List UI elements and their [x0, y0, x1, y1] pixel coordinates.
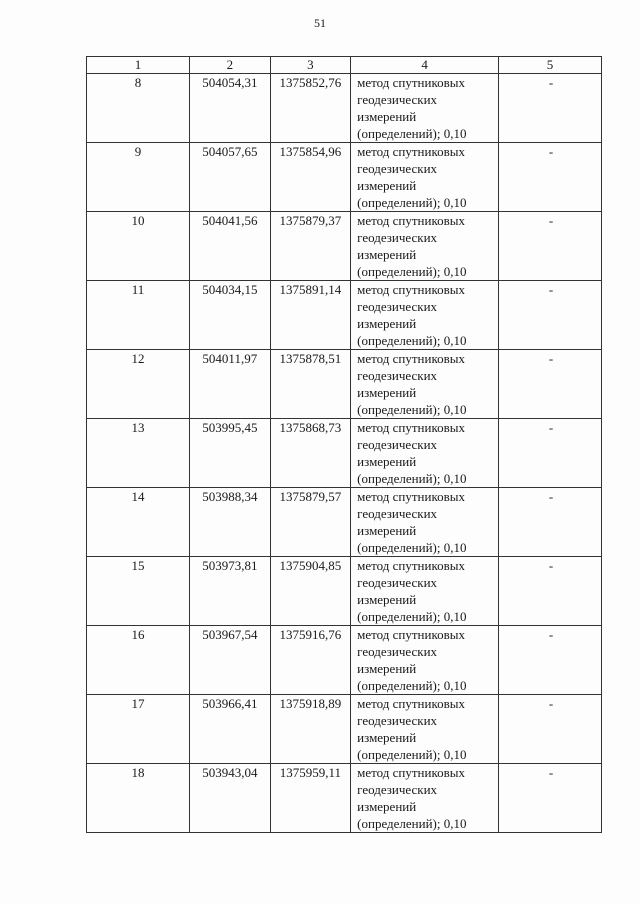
- x-coordinate-cell: [190, 212, 270, 281]
- note-cell: [499, 488, 602, 557]
- note-cell-value: -: [548, 558, 554, 573]
- x-coordinate-cell-value: 504057,65: [202, 144, 258, 159]
- method-line: метод спутниковых: [357, 489, 466, 504]
- point-number-cell-value: 13: [131, 420, 145, 435]
- method-line: измерений: [357, 178, 417, 193]
- x-coordinate-cell: [190, 74, 270, 143]
- method-line: метод спутниковых: [357, 282, 466, 297]
- x-coordinate-cell-value: 503967,54: [202, 627, 258, 642]
- y-coordinate-cell: [270, 557, 351, 626]
- y-coordinate-cell-value: 1375868,73: [279, 420, 342, 435]
- method-cell: [351, 764, 499, 833]
- note-cell: [499, 74, 602, 143]
- method-line: геодезических: [357, 575, 438, 590]
- y-coordinate-cell-value: 1375878,51: [279, 351, 342, 366]
- y-coordinate-cell-value: 1375879,37: [279, 213, 342, 228]
- method-line: (определений); 0,10: [357, 816, 467, 831]
- method-line: геодезических: [357, 437, 438, 452]
- note-cell: [499, 419, 602, 488]
- point-number-cell: [87, 557, 190, 626]
- table-row: [87, 488, 602, 557]
- point-number-cell-value: 15: [131, 558, 145, 573]
- method-line: геодезических: [357, 644, 438, 659]
- method-line: геодезических: [357, 230, 438, 245]
- y-coordinate-cell-value: 1375854,96: [279, 144, 342, 159]
- note-cell: [499, 626, 602, 695]
- coordinates-table: [86, 56, 602, 833]
- header-col-2: 2: [190, 57, 270, 74]
- method-cell: [351, 74, 499, 143]
- y-coordinate-cell: [270, 281, 351, 350]
- method-line: метод спутниковых: [357, 627, 466, 642]
- table-row: [87, 695, 602, 764]
- point-number-cell: [87, 74, 190, 143]
- note-cell-value: -: [548, 696, 554, 711]
- method-line: (определений); 0,10: [357, 471, 467, 486]
- point-number-cell-value: 8: [134, 75, 142, 90]
- x-coordinate-cell: [190, 419, 270, 488]
- x-coordinate-cell-value: 504034,15: [202, 282, 258, 297]
- x-coordinate-cell: [190, 626, 270, 695]
- method-line: (определений); 0,10: [357, 264, 467, 279]
- y-coordinate-cell: [270, 74, 351, 143]
- note-cell-value: -: [548, 627, 554, 642]
- x-coordinate-cell-value: 503988,34: [202, 489, 258, 504]
- method-line: метод спутниковых: [357, 765, 466, 780]
- y-coordinate-cell: [270, 695, 351, 764]
- method-line: измерений: [357, 661, 417, 676]
- point-number-cell: [87, 488, 190, 557]
- method-line: геодезических: [357, 713, 438, 728]
- method-cell: [351, 350, 499, 419]
- table-row: [87, 626, 602, 695]
- method-line: метод спутниковых: [357, 696, 466, 711]
- method-line: (определений); 0,10: [357, 678, 467, 693]
- point-number-cell: [87, 143, 190, 212]
- note-cell-value: -: [548, 213, 554, 228]
- point-number-cell: [87, 212, 190, 281]
- note-cell: [499, 764, 602, 833]
- page-number: 51: [314, 16, 326, 30]
- x-coordinate-cell: [190, 764, 270, 833]
- y-coordinate-cell: [270, 143, 351, 212]
- table-header-row: [87, 57, 602, 74]
- method-line: измерений: [357, 316, 417, 331]
- method-line: геодезических: [357, 368, 438, 383]
- method-line: измерений: [357, 523, 417, 538]
- method-line: измерений: [357, 247, 417, 262]
- header-col-3: 3: [270, 57, 351, 74]
- y-coordinate-cell-value: 1375959,11: [279, 765, 341, 780]
- point-number-cell-value: 14: [131, 489, 145, 504]
- method-line: метод спутниковых: [357, 75, 466, 90]
- note-cell-value: -: [548, 144, 554, 159]
- y-coordinate-cell: [270, 419, 351, 488]
- point-number-cell-value: 10: [131, 213, 145, 228]
- table-row: [87, 419, 602, 488]
- table-body: [87, 74, 602, 833]
- method-line: геодезических: [357, 92, 438, 107]
- point-number-cell: [87, 350, 190, 419]
- y-coordinate-cell: [270, 626, 351, 695]
- method-line: измерений: [357, 109, 417, 124]
- x-coordinate-cell: [190, 488, 270, 557]
- table-row: [87, 350, 602, 419]
- method-line: геодезических: [357, 506, 438, 521]
- method-line: (определений); 0,10: [357, 609, 467, 624]
- method-line: измерений: [357, 454, 417, 469]
- y-coordinate-cell: [270, 488, 351, 557]
- x-coordinate-cell: [190, 350, 270, 419]
- note-cell: [499, 557, 602, 626]
- point-number-cell-value: 16: [131, 627, 145, 642]
- y-coordinate-cell-value: 1375904,85: [279, 558, 342, 573]
- method-line: измерений: [357, 592, 417, 607]
- y-coordinate-cell: [270, 764, 351, 833]
- table-row: [87, 212, 602, 281]
- point-number-cell: [87, 281, 190, 350]
- method-line: (определений); 0,10: [357, 747, 467, 762]
- y-coordinate-cell: [270, 350, 351, 419]
- note-cell-value: -: [548, 351, 554, 366]
- method-line: метод спутниковых: [357, 420, 466, 435]
- method-line: измерений: [357, 799, 417, 814]
- point-number-cell-value: 17: [131, 696, 145, 711]
- method-line: измерений: [357, 730, 417, 745]
- x-coordinate-cell-value: 503943,04: [202, 765, 258, 780]
- method-cell: [351, 419, 499, 488]
- x-coordinate-cell-value: 503966,41: [202, 696, 258, 711]
- table-row: [87, 764, 602, 833]
- note-cell: [499, 143, 602, 212]
- header-col-1: 1: [87, 57, 190, 74]
- x-coordinate-cell: [190, 557, 270, 626]
- note-cell-value: -: [548, 282, 554, 297]
- method-cell: [351, 695, 499, 764]
- y-coordinate-cell-value: 1375852,76: [279, 75, 342, 90]
- y-coordinate-cell-value: 1375891,14: [279, 282, 342, 297]
- method-line: метод спутниковых: [357, 144, 466, 159]
- point-number-cell: [87, 764, 190, 833]
- method-line: метод спутниковых: [357, 558, 466, 573]
- method-line: (определений); 0,10: [357, 195, 467, 210]
- method-line: (определений); 0,10: [357, 402, 467, 417]
- x-coordinate-cell-value: 504054,31: [202, 75, 258, 90]
- point-number-cell: [87, 695, 190, 764]
- y-coordinate-cell-value: 1375916,76: [279, 627, 342, 642]
- x-coordinate-cell: [190, 143, 270, 212]
- y-coordinate-cell: [270, 212, 351, 281]
- note-cell: [499, 212, 602, 281]
- x-coordinate-cell-value: 503995,45: [202, 420, 258, 435]
- method-line: метод спутниковых: [357, 213, 466, 228]
- cropped-next-line: [130, 893, 630, 899]
- method-line: геодезических: [357, 299, 438, 314]
- point-number-cell: [87, 626, 190, 695]
- method-line: геодезических: [357, 782, 438, 797]
- method-cell: [351, 488, 499, 557]
- note-cell-value: -: [548, 420, 554, 435]
- point-number-cell: [87, 419, 190, 488]
- note-cell: [499, 281, 602, 350]
- point-number-cell-value: 11: [131, 282, 145, 297]
- point-number-cell-value: 18: [131, 765, 145, 780]
- method-line: геодезических: [357, 161, 438, 176]
- method-cell: [351, 143, 499, 212]
- method-line: измерений: [357, 385, 417, 400]
- method-line: метод спутниковых: [357, 351, 466, 366]
- y-coordinate-cell-value: 1375918,89: [279, 696, 342, 711]
- header-col-4: 4: [351, 57, 499, 74]
- table-row: [87, 143, 602, 212]
- method-line: (определений); 0,10: [357, 333, 467, 348]
- note-cell-value: -: [548, 765, 554, 780]
- point-number-cell-value: 12: [131, 351, 145, 366]
- note-cell: [499, 350, 602, 419]
- note-cell: [499, 695, 602, 764]
- x-coordinate-cell-value: 504011,97: [202, 351, 258, 366]
- table-row: [87, 74, 602, 143]
- table-row: [87, 557, 602, 626]
- x-coordinate-cell-value: 503973,81: [202, 558, 258, 573]
- point-number-cell-value: 9: [134, 144, 142, 159]
- method-cell: [351, 281, 499, 350]
- method-line: (определений); 0,10: [357, 540, 467, 555]
- method-cell: [351, 626, 499, 695]
- method-cell: [351, 557, 499, 626]
- note-cell-value: -: [548, 489, 554, 504]
- header-col-5: 5: [499, 57, 602, 74]
- y-coordinate-cell-value: 1375879,57: [279, 489, 342, 504]
- x-coordinate-cell: [190, 281, 270, 350]
- table-row: [87, 281, 602, 350]
- note-cell-value: -: [548, 75, 554, 90]
- x-coordinate-cell: [190, 695, 270, 764]
- method-line: (определений); 0,10: [357, 126, 467, 141]
- method-cell: [351, 212, 499, 281]
- x-coordinate-cell-value: 504041,56: [202, 213, 258, 228]
